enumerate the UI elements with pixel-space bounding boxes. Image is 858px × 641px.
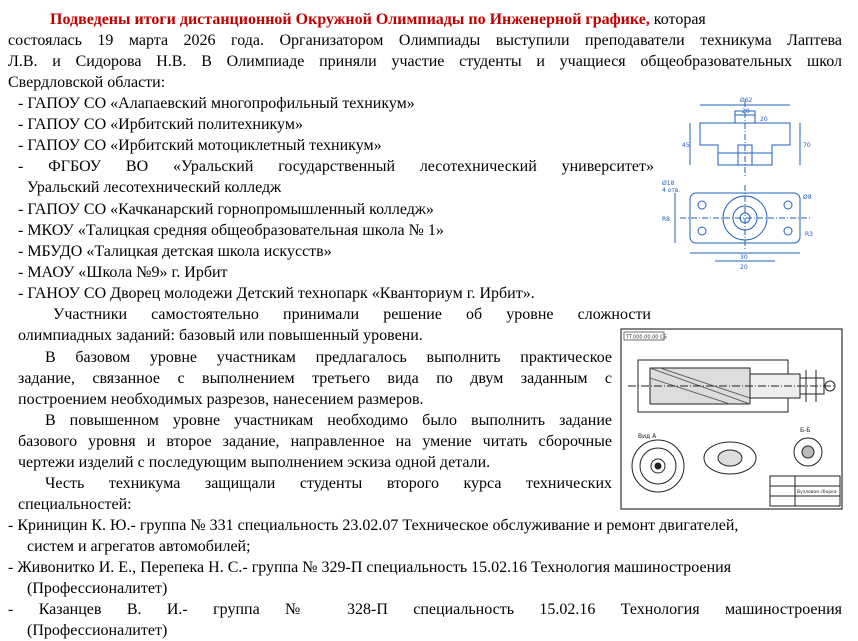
org-list-item: - ГАПОУ СО «Алапаевский многопрофильный техникум» (18, 95, 415, 112)
dim-label: 20 (742, 108, 750, 115)
intro-line-4: Свердловской области: (8, 74, 166, 91)
paragraph-advanced-cont: базового уровня и второе задание, направленное на умение читать сборочные (18, 433, 612, 450)
olympiad-title: Подведены итоги дистанционной Окружной Олимпиады по Инженерной графике, (50, 11, 650, 28)
title-block-text: Вузловая сборка (797, 490, 837, 495)
dim-label: 70 (803, 142, 811, 149)
dim-label: Ø8 (803, 194, 812, 201)
paragraph-basic: В базовом уровне участникам предлагалось выполнить практическое (45, 349, 612, 366)
org-list-item: - ГАПОУ СО «Качканарский горнопромышленный колледж» (18, 201, 434, 218)
dim-label: 45 (682, 142, 690, 149)
assembly-drawing (620, 328, 843, 510)
org-list-item: - МАОУ «Школа №9» г. Ирбит (18, 264, 228, 281)
student-item-cont: (Профессионалитет) (27, 580, 168, 597)
view-a-label: Вид А (638, 433, 657, 440)
org-list-item: - МБУДО «Талицкая детская школа искусств» (18, 243, 332, 260)
org-list-item-continuation: Уральский лесотехнический колледж (27, 179, 282, 196)
paragraph-levels: Участники самостоятельно принимали решение об уровне сложности (53, 306, 651, 323)
student-item: - Криницин К. Ю.- группа № 331 специальность 23.02.07 Техническое обслуживание и ремонт двигателей, (8, 517, 739, 534)
dim-label: 20 (740, 264, 748, 271)
drawing-code: TT.000.00.00 СБ (626, 334, 667, 341)
paragraph-advanced-cont: чертежи изделий с последующим выполнением эскиза одной детали. (18, 454, 491, 471)
intro-line-3: Л.В. и Сидорова Н.В. В Олимпиаде приняли участие студенты и учащиеся общеобразовательных школ (8, 53, 842, 70)
dim-label: 4 отв. (662, 187, 681, 194)
drawing-assembly-task (620, 328, 843, 510)
paragraph-honor-cont: специальностей: (18, 496, 132, 513)
dim-label: Ø18 (662, 180, 675, 187)
org-list-item: - ГАНОУ СО Дворец молодежи Детский технопарк «Кванториум г. Ирбит». (18, 285, 535, 302)
dim-label: 20 (760, 116, 768, 123)
student-item: - Казанцев В. И.- группа № 328-П специальность 15.02.16 Технология машиностроения (8, 601, 842, 618)
paragraph-levels-cont: олимпиадных заданий: базовый или повышенный уровени. (18, 327, 423, 344)
intro-line-1: Подведены итоги дистанционной Окружной Олимпиады по Инженерной графике, которая (50, 11, 706, 28)
org-list-item: - ГАПОУ СО «Ирбитский мотоциклетный техникум» (18, 137, 382, 154)
paragraph-honor: Честь техникума защищали студенты второго курса технических (45, 475, 612, 492)
technical-drawing-views (660, 93, 836, 273)
paragraph-advanced: В повышенном уровне участникам необходимо было выполнить задание (45, 412, 612, 429)
org-list-item: - МКОУ «Талицкая средняя общеобразовательная школа № 1» (18, 222, 444, 239)
dim-label: Ø62 (740, 97, 753, 104)
student-item-cont: (Профессионалитет) (27, 622, 168, 639)
org-list-item: - ГАПОУ СО «Ирбитский политехникум» (18, 116, 303, 133)
drawing-basic-task (660, 93, 836, 273)
section-label: Б-Б (800, 427, 811, 434)
student-item-cont: систем и агрегатов автомобилей; (27, 538, 251, 555)
org-list-item: - ФГБОУ ВО «Уральский государственный лесотехнический университет» (18, 158, 655, 175)
student-item: - Живонитко И. Е., Перепека Н. С.- группа № 329-П специальность 15.02.16 Технология машиностроения (8, 559, 732, 576)
dim-label: 30 (740, 254, 748, 261)
dim-label: R8 (662, 216, 670, 223)
paragraph-basic-cont: построением необходимых разрезов, нанесением размеров. (18, 391, 424, 408)
paragraph-basic-cont: задание, связанное с выполнением третьего вида по двум заданным с (18, 370, 612, 387)
dim-label: R3 (805, 231, 813, 238)
intro-line-2: состоялась 19 марта 2026 года. Организатором Олимпиады выступили преподаватели техникума Лаптева (8, 32, 842, 49)
